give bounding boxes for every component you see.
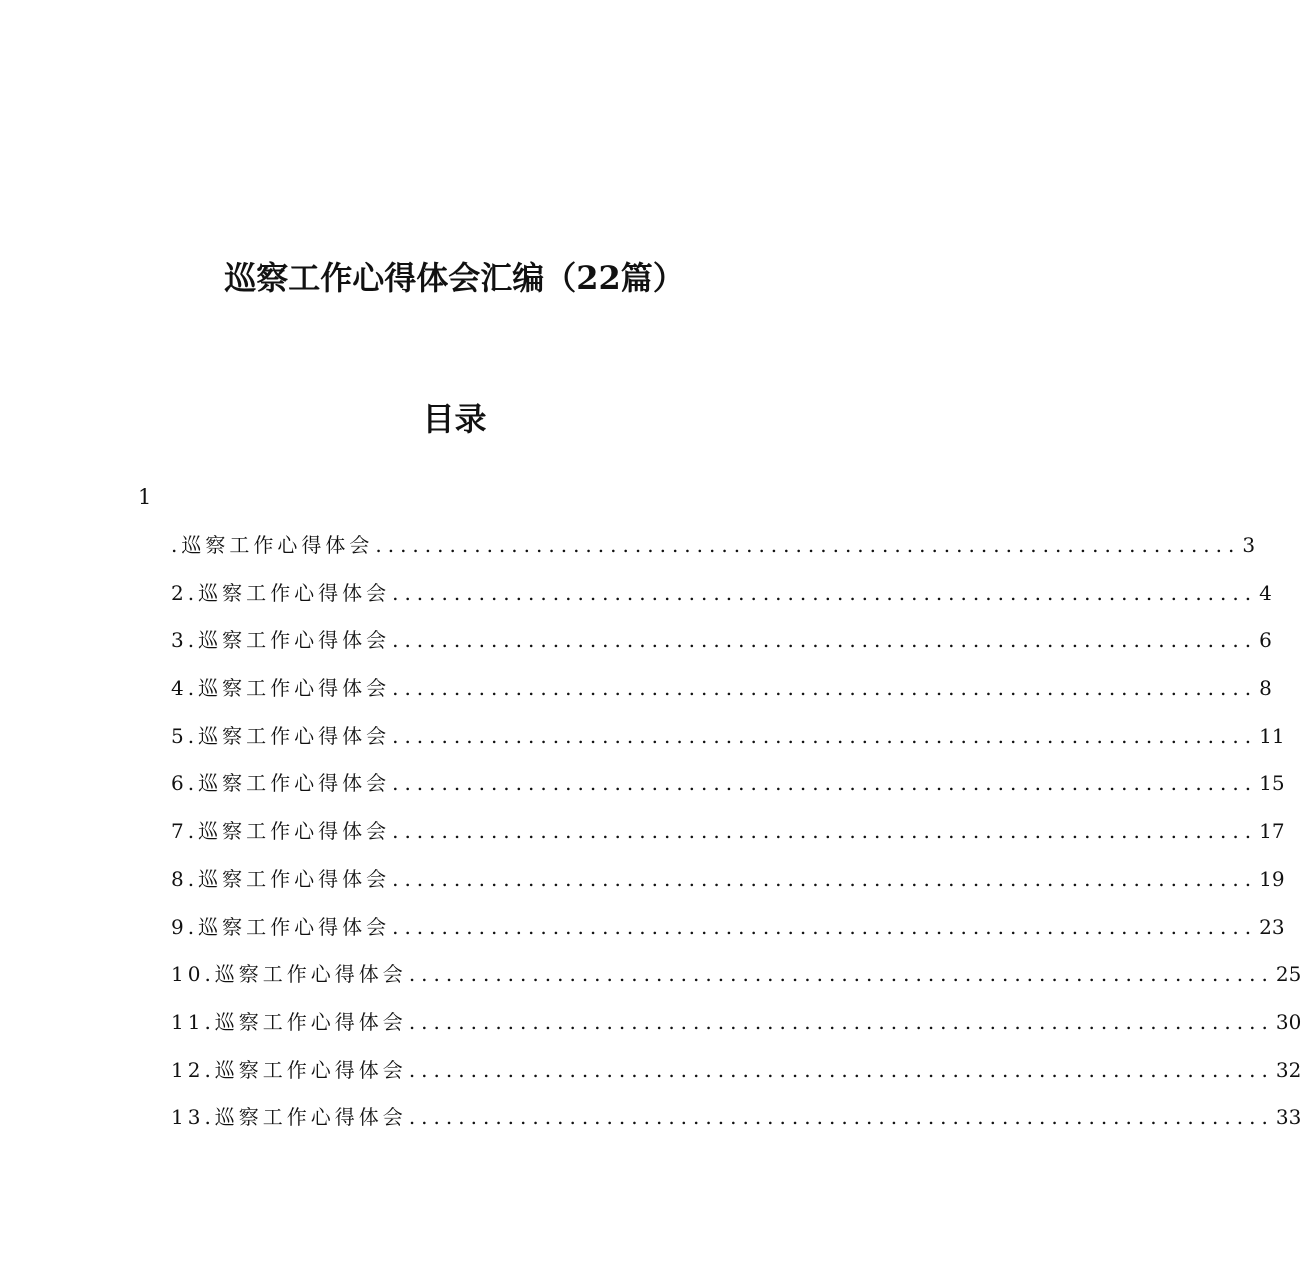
- toc-entry-label: .巡察工作心得体会: [171, 533, 374, 557]
- toc-entry[interactable]: [171, 814, 1285, 862]
- toc-entry[interactable]: [171, 719, 1285, 767]
- toc-lead-number: 1: [138, 485, 152, 509]
- toc-entry-page: 15: [1259, 771, 1285, 796]
- toc-dot-leader: ......................................................................: [408, 1105, 1274, 1130]
- toc-dot-leader: ......................................................................: [392, 866, 1258, 891]
- toc-dot-leader: ......................................................................: [375, 533, 1241, 557]
- toc-entry-label: 2.巡察工作心得体会: [171, 580, 391, 605]
- toc-entry-page: 33: [1275, 1105, 1301, 1130]
- toc-entry[interactable]: [171, 576, 1272, 624]
- toc-entry[interactable]: [171, 1053, 1301, 1101]
- toc-entry-page: 25: [1275, 962, 1301, 987]
- toc-entry-label: 7.巡察工作心得体会: [171, 819, 391, 844]
- toc-entry-label: 12.巡察工作心得体会: [171, 1057, 407, 1082]
- document-title: 巡察工作心得体会汇编（22篇）: [224, 259, 685, 297]
- toc-dot-leader: ......................................................................: [392, 723, 1258, 748]
- toc-entry-page: 11: [1259, 723, 1285, 748]
- toc-entry[interactable]: [171, 1005, 1301, 1053]
- toc-dot-leader: ......................................................................: [392, 676, 1258, 701]
- toc-entry[interactable]: [171, 671, 1272, 719]
- toc-entry-page: 3: [1242, 533, 1256, 557]
- toc-entry-page: 30: [1275, 1009, 1301, 1034]
- toc-entry-label: 4.巡察工作心得体会: [171, 676, 391, 701]
- toc-entry[interactable]: [171, 766, 1285, 814]
- toc-entry-label: 5.巡察工作心得体会: [171, 723, 391, 748]
- toc-entry-label: 6.巡察工作心得体会: [171, 771, 391, 796]
- toc-entry-label: 13.巡察工作心得体会: [171, 1105, 407, 1130]
- toc-dot-leader: ......................................................................: [392, 771, 1258, 796]
- toc-entry-page: 23: [1259, 914, 1285, 939]
- toc-dot-leader: ......................................................................: [408, 1009, 1274, 1034]
- toc-entry-label: 3.巡察工作心得体会: [171, 628, 391, 653]
- toc-dot-leader: ......................................................................: [392, 580, 1258, 605]
- toc-entry-page: 4: [1259, 580, 1272, 605]
- toc-entry[interactable]: [171, 623, 1272, 671]
- toc-heading: 目录: [422, 400, 487, 438]
- toc-entry-page: 8: [1259, 676, 1272, 701]
- toc-entry-page: 32: [1275, 1057, 1301, 1082]
- toc-entry[interactable]: [171, 957, 1301, 1005]
- toc-dot-leader: ......................................................................: [392, 628, 1258, 653]
- toc-dot-leader: ......................................................................: [408, 962, 1274, 987]
- toc-entry-label: 8.巡察工作心得体会: [171, 866, 391, 891]
- toc-entry[interactable]: [171, 528, 1256, 576]
- toc-entry-label: 11.巡察工作心得体会: [171, 1009, 407, 1034]
- toc-dot-leader: ......................................................................: [392, 819, 1258, 844]
- table-of-contents: [171, 528, 1301, 1148]
- toc-entry-page: 6: [1259, 628, 1272, 653]
- toc-entry-page: 19: [1259, 866, 1285, 891]
- toc-entry[interactable]: [171, 862, 1285, 910]
- toc-dot-leader: ......................................................................: [408, 1057, 1274, 1082]
- toc-entry[interactable]: [171, 1100, 1301, 1148]
- toc-entry-label: 9.巡察工作心得体会: [171, 914, 391, 939]
- toc-entry-page: 17: [1259, 819, 1285, 844]
- toc-dot-leader: ......................................................................: [392, 914, 1258, 939]
- toc-entry-label: 10.巡察工作心得体会: [171, 962, 407, 987]
- toc-entry[interactable]: [171, 910, 1285, 958]
